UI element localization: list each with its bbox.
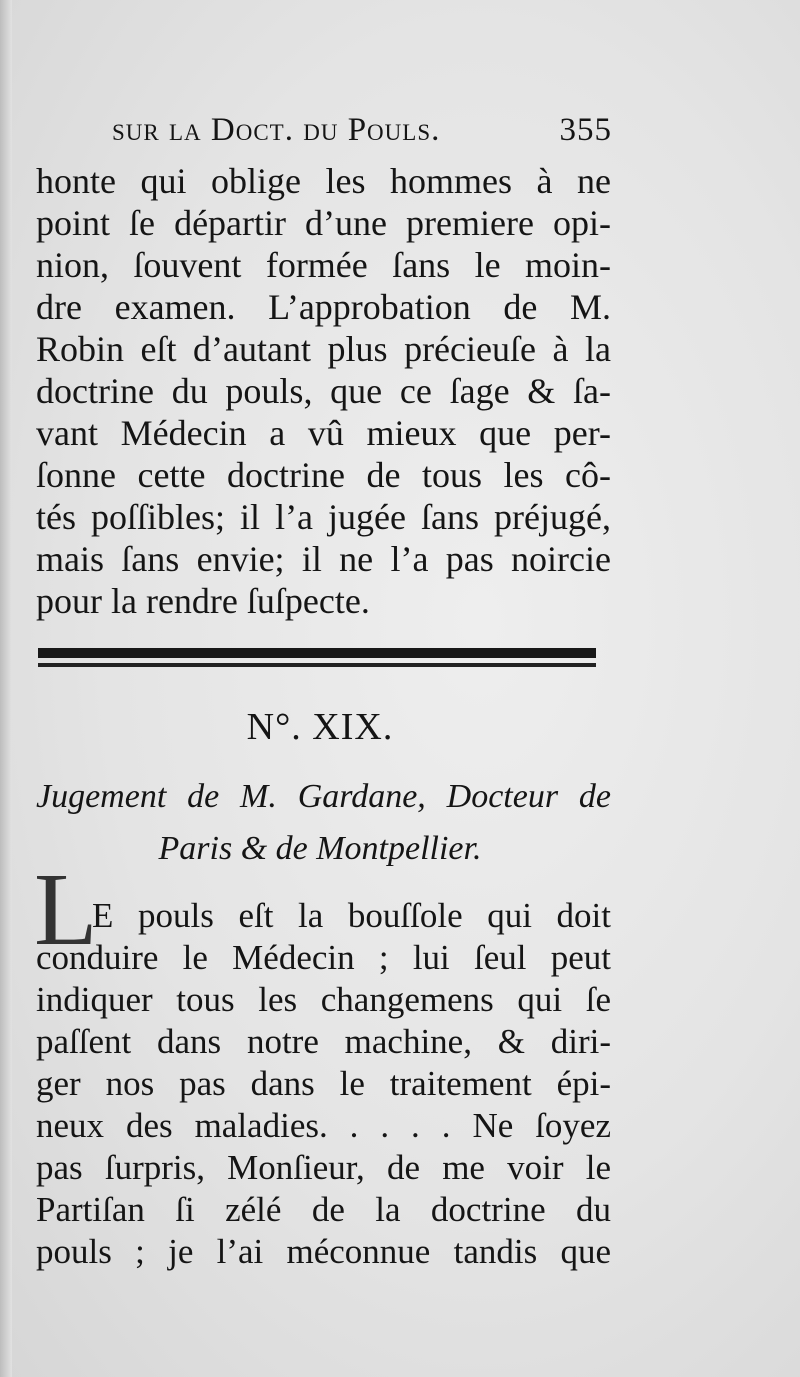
text-line: doctrine du pouls, que ce ſage & ſa-: [36, 371, 611, 411]
section-subtitle-line-2: Paris & de Montpellier.: [158, 830, 482, 867]
text-line: paſſent dans notre machine, & diri-: [36, 1022, 611, 1061]
text-line: Partiſan ſi zélé de la doctrine du: [36, 1190, 611, 1229]
text-line: pas ſurpris, Monſieur, de me voir le: [36, 1148, 611, 1187]
section-divider-thin: [38, 663, 596, 667]
text-line: Robin eſt d’autant plus précieuſe à la: [36, 329, 611, 369]
text-line: point ſe départir d’une premiere opi-: [36, 203, 611, 243]
text-line: honte qui oblige les hommes à ne: [36, 161, 611, 201]
text-line: pour la rendre ſuſpecte.: [36, 581, 370, 621]
text-line: pouls ; je l’ai méconnue tandis que: [36, 1232, 611, 1271]
text-line: ger nos pas dans le traitement épi-: [36, 1064, 611, 1103]
text-line: nion, ſouvent formée ſans le moin-: [36, 245, 611, 285]
text-line: tés poſſibles; il l’a jugée ſans préjugé,: [36, 497, 611, 537]
section-divider-thick: [38, 648, 596, 658]
text-line: neux des maladies. . . . . Ne ſoyez: [36, 1106, 611, 1145]
section-number: N°. XIX.: [246, 706, 394, 748]
text-line: vant Médecin a vû mieux que per-: [36, 413, 611, 453]
text-line: ſonne cette doctrine de tous les cô-: [36, 455, 611, 495]
page-number: 355: [559, 112, 612, 148]
section-subtitle-line-1: Jugement de M. Gardane, Docteur de: [36, 778, 611, 815]
text-line: indiquer tous les changemens qui ſe: [36, 980, 611, 1019]
running-head-title: sur la Doct. du Pouls.: [112, 112, 441, 148]
drop-cap: L: [34, 852, 98, 967]
text-line: dre examen. L’approbation de M.: [36, 287, 611, 327]
running-head: [112, 112, 612, 162]
page-edge: [0, 0, 12, 1377]
text-line: conduire le Médecin ; lui ſeul peut: [36, 938, 611, 977]
text-line: mais ſans envie; il ne l’a pas noircie: [36, 539, 611, 579]
text-line: E pouls eſt la bouſſole qui doit: [92, 896, 611, 935]
